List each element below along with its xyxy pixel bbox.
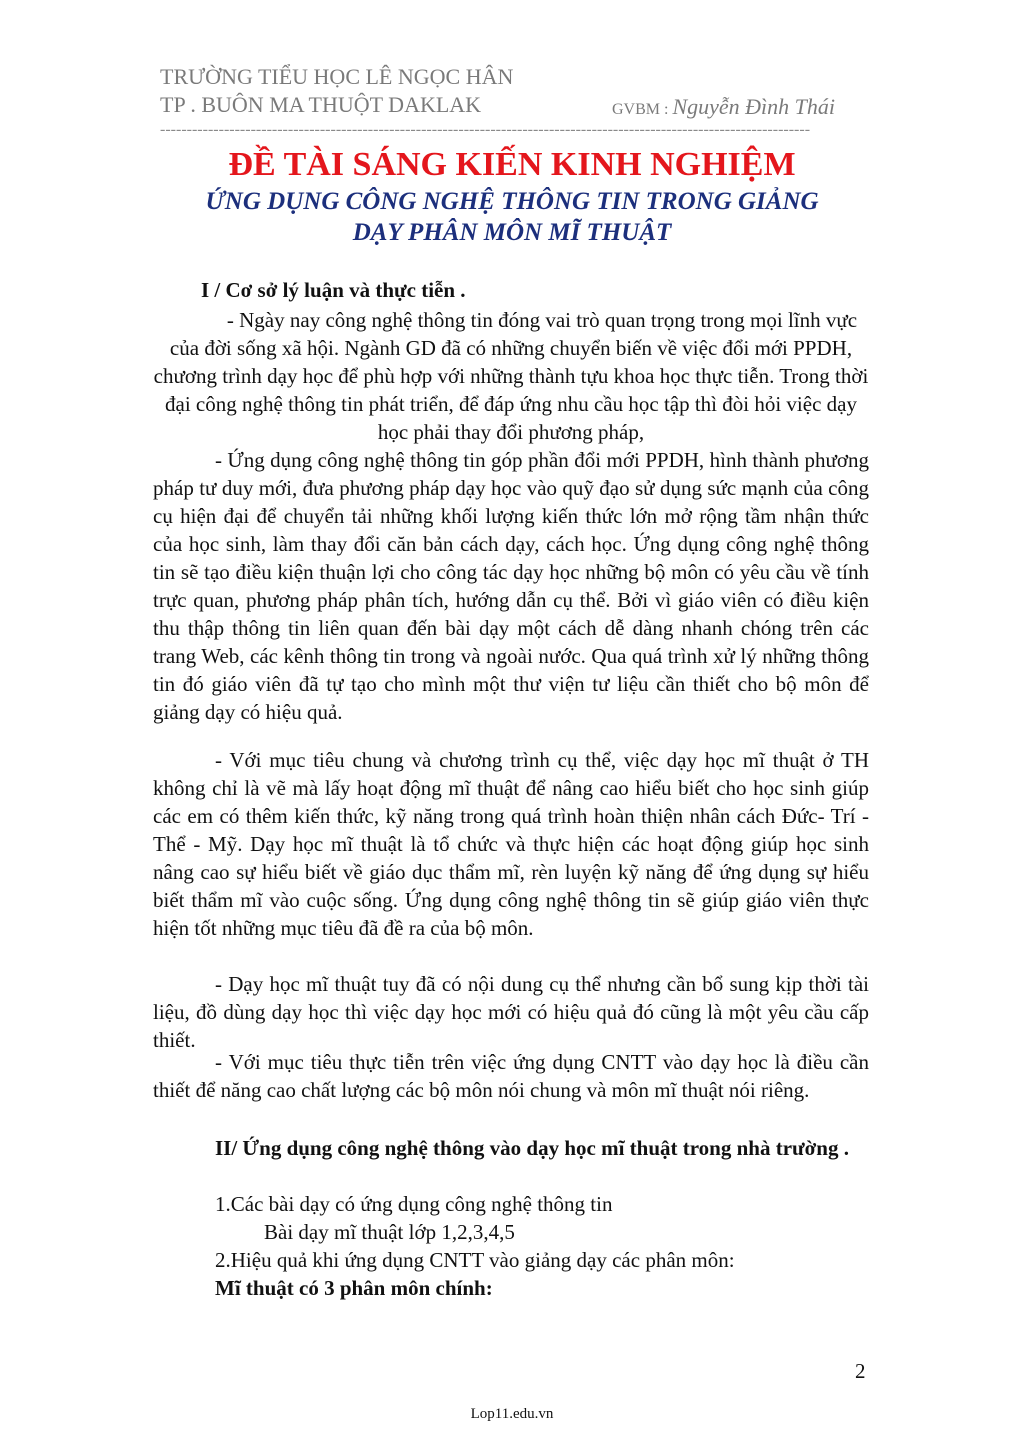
paragraph-5: - Với mục tiêu thực tiễn trên việc ứng dụng CNTT vào dạy học là điều cần thiết để năng cao chất lượng các bộ môn nói chung và môn mĩ thuật nói riêng. — [153, 1050, 869, 1102]
city-name: TP . BUÔN MA THUỘT DAKLAK — [160, 92, 482, 117]
list-item-2: 2.Hiệu quả khi ứng dụng CNTT vào giảng dạy các phân môn: — [215, 1248, 735, 1272]
list-item-3: Mĩ thuật có 3 phân môn chính: — [215, 1276, 493, 1300]
subtitle-line-1: ỨNG DỤNG CÔNG NGHỆ THÔNG TIN TRONG GIẢNG — [205, 188, 819, 215]
document-title: ĐỀ TÀI SÁNG KIẾN KINH NGHIỆM — [228, 146, 796, 183]
document-subtitle — [150, 186, 874, 248]
school-name: TRƯỜNG TIỂU HỌC LÊ NGỌC HÂN — [160, 64, 514, 89]
paragraph-4: - Dạy học mĩ thuật tuy đã có nội dung cụ thể nhưng cần bổ sung kịp thời tài liệu, đồ dùng dạy học thì việc dạy học mới có hiệu quả đó cũng là một yêu cầu cấp thiết. — [153, 972, 869, 1052]
teacher-name: Nguyễn Đình Thái — [672, 94, 836, 119]
header-separator: -------------------------------------------------------------------------------------------------------------------------- — [160, 122, 811, 138]
footer-site: Lop11.edu.vn — [470, 1406, 554, 1422]
subtitle-line-2: DẠY PHÂN MÔN MĨ THUẬT — [352, 219, 672, 246]
paragraph-1: - Ngày nay công nghệ thông tin đóng vai trò quan trọng trong mọi lĩnh vực của đời sống xã hội. Ngành GD đã có những chuyển biến về việc đổi mới PPDH, chương trình dạy học để phù hợp với những thành tựu khoa học thực tiễn. Trong thời đại công nghệ thông tin phát triển, để đáp ứng nhu cầu học tập thì đòi hỏi việc dạy học phải thay đổi phương pháp, — [153, 308, 869, 444]
list-item-1-sub: Bài dạy mĩ thuật lớp 1,2,3,4,5 — [264, 1220, 515, 1244]
section-1-heading: I / Cơ sở lý luận và thực tiễn . — [201, 278, 466, 302]
teacher-info — [612, 94, 835, 120]
paragraph-2: - Ứng dụng công nghệ thông tin góp phần đổi mới PPDH, hình thành phương pháp tư duy mới, đưa phương pháp dạy học vào quỹ đạo sử dụng sức mạnh của công cụ hiện đại để chuyển tải những khối lượng kiến thức lớn mở rộng tầm nhận thức của học sinh, làm thay đổi căn bản cách dạy, cách học. Ứng dụng công nghệ thông tin sẽ tạo điều kiện thuận lợi cho công tác dạy học những bộ môn có yêu cầu về tính trực quan, phương pháp phân tích, hướng dẫn cụ thể. Bởi vì giáo viên có điều kiện thu thập thông tin liên quan đến bài dạy một cách dễ dàng nhanh chóng trên các trang Web, các kênh thông tin trong và ngoài nước. Qua quá trình xử lý những thông tin đó giáo viên đã tự tạo cho mình một thư viện tư liệu cần thiết cho bộ môn để giảng dạy có hiệu quả. — [153, 448, 869, 724]
paragraph-3: - Với mục tiêu chung và chương trình cụ thể, việc dạy học mĩ thuật ở TH không chỉ là vẽ mà lấy hoạt động mĩ thuật để nâng cao hiểu biết cho học sinh giúp các em có thêm kiến thức, kỹ năng trong quá trình hoàn thiện nhân cách Đức- Trí - Thể - Mỹ. Dạy học mĩ thuật là tổ chức và thực hiện các hoạt động giúp học sinh nâng cao sự hiểu biết về giáo dục thẩm mĩ, rèn luyện kỹ năng để ứng dụng sự hiểu biết thẩm mĩ vào cuộc sống. Ứng dụng công nghệ thông tin sẽ giúp giáo viên thực hiện tốt những mục tiêu đã đề ra của bộ môn. — [153, 748, 869, 940]
section-2-heading: II/ Ứng dụng công nghệ thông vào dạy học mĩ thuật trong nhà trường . — [215, 1136, 849, 1160]
list-item-1: 1.Các bài dạy có ứng dụng công nghệ thông tin — [215, 1192, 613, 1216]
teacher-label: GVBM : — [612, 101, 673, 118]
page-number: 2 — [855, 1359, 866, 1383]
